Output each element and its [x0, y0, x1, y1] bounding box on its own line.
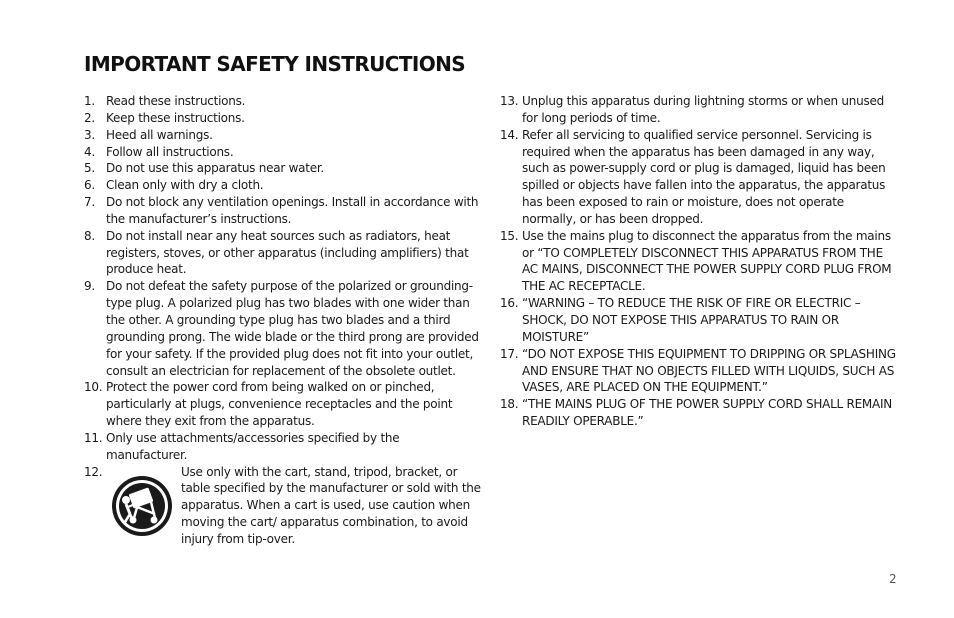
list-item: [84, 110, 484, 127]
item-text: Follow all instructions.: [106, 144, 234, 159]
item-number: 8.: [84, 228, 95, 243]
item-text: Heed all warnings.: [106, 127, 213, 142]
list-item: [500, 228, 900, 295]
list-item: [84, 93, 484, 110]
item-number: 1.: [84, 94, 95, 108]
item-text: Clean only with dry a cloth.: [106, 178, 264, 193]
item-number: 13.: [500, 94, 519, 108]
item-text: Do not use this apparatus near water.: [106, 161, 324, 176]
list-item: [84, 194, 484, 228]
item-number: 7.: [84, 195, 95, 210]
item-text: Read these instructions.: [106, 94, 246, 108]
list-item-cart: [84, 464, 484, 564]
item-number: 5.: [84, 161, 95, 176]
item-number: 14.: [500, 127, 519, 142]
page-title: IMPORTANT SAFETY INSTRUCTIONS: [84, 52, 466, 76]
cart-tip-over-warning-icon: [110, 474, 174, 538]
item-text: “DO NOT EXPOSE THIS EQUIPMENT TO DRIPPING OR SPLASHING AND ENSURE THAT NO OBJECTS FILLED WITH LIQUIDS, SUCH AS VASES, ARE PLACED ON THE EQUIPMENT.”: [522, 346, 896, 395]
list-item: [84, 160, 484, 177]
list-item: [500, 396, 900, 430]
list-item: [84, 177, 484, 194]
item-number: 18.: [500, 397, 519, 412]
item-number: 17.: [500, 346, 519, 361]
list-item: [500, 93, 900, 127]
list-item: [84, 144, 484, 161]
list-item: [84, 379, 484, 430]
page-number: 2: [889, 572, 897, 586]
list-item: [500, 127, 900, 228]
list-item: [500, 346, 900, 397]
list-item: [84, 430, 484, 464]
list-item: [500, 295, 900, 346]
item-number: 12.: [84, 464, 103, 479]
instructions-list-right: [500, 93, 900, 430]
item-text: Use the mains plug to disconnect the apparatus from the mains or “TO COMPLETELY DISCONNECT THIS APPARATUS FROM THE AC MAINS, DISCONNECT THE POWER SUPPLY CORD PLUG FROM THE AC RECEPTACLE.: [522, 228, 892, 294]
item-text: Unplug this apparatus during lightning storms or when unused for long periods of time.: [522, 94, 884, 125]
item-number: 11.: [84, 430, 103, 445]
item-number: 4.: [84, 144, 95, 159]
item-text: Do not block any ventilation openings. Install in accordance with the manufacturer’s instructions.: [106, 195, 479, 226]
item-number: 3.: [84, 127, 95, 142]
item-text: Protect the power cord from being walked on or pinched, particularly at plugs, convenience receptacles and the point where they exit from the apparatus.: [106, 380, 453, 429]
item-number: 6.: [84, 178, 95, 193]
list-item: [84, 127, 484, 144]
list-item: [84, 278, 484, 379]
item-text: “THE MAINS PLUG OF THE POWER SUPPLY CORD SHALL REMAIN READILY OPERABLE.”: [522, 397, 892, 429]
list-item: [84, 228, 484, 279]
item-number: 9.: [84, 279, 95, 294]
instructions-list-left: [84, 93, 484, 564]
item-text: Only use attachments/accessories specified by the manufacturer.: [106, 430, 400, 462]
item-text: Keep these instructions.: [106, 110, 245, 125]
item-text: Do not defeat the safety purpose of the polarized or grounding-type plug. A polarized plug has two blades with one wider than the other. A grounding type plug has two blades and a third grounding prong. The wide blade or the third prong are provided for your safety. If the provided plug does not fit into your outlet, consult an electrician for replacement of the obsolete outlet.: [106, 279, 479, 378]
item-text: Do not install near any heat sources such as radiators, heat registers, stoves, or other apparatus (including amplifiers) that produce heat.: [106, 228, 469, 277]
item-text: Refer all servicing to qualified service personnel. Servicing is required when the apparatus has been damaged in any way, such as power-supply cord or plug is damaged, liquid has been spilled or objects have fallen into the apparatus, the apparatus has been exposed to rain or moisture, does not operate normally, or has been dropped.: [522, 127, 886, 226]
item-number: 10.: [84, 380, 103, 395]
item-number: 2.: [84, 110, 95, 125]
item-number: 15.: [500, 228, 519, 243]
item-text: Use only with the cart, stand, tripod, bracket, or table specified by the manufacturer or sold with the apparatus. When a cart is used, use caution when moving the cart/ apparatus combination, to avoid injury from tip-over.: [181, 464, 481, 546]
item-number: 16.: [500, 296, 519, 311]
item-text: “WARNING – TO REDUCE THE RISK OF FIRE OR ELECTRIC – SHOCK, DO NOT EXPOSE THIS APPARATUS TO RAIN OR MOISTURE”: [522, 296, 861, 344]
